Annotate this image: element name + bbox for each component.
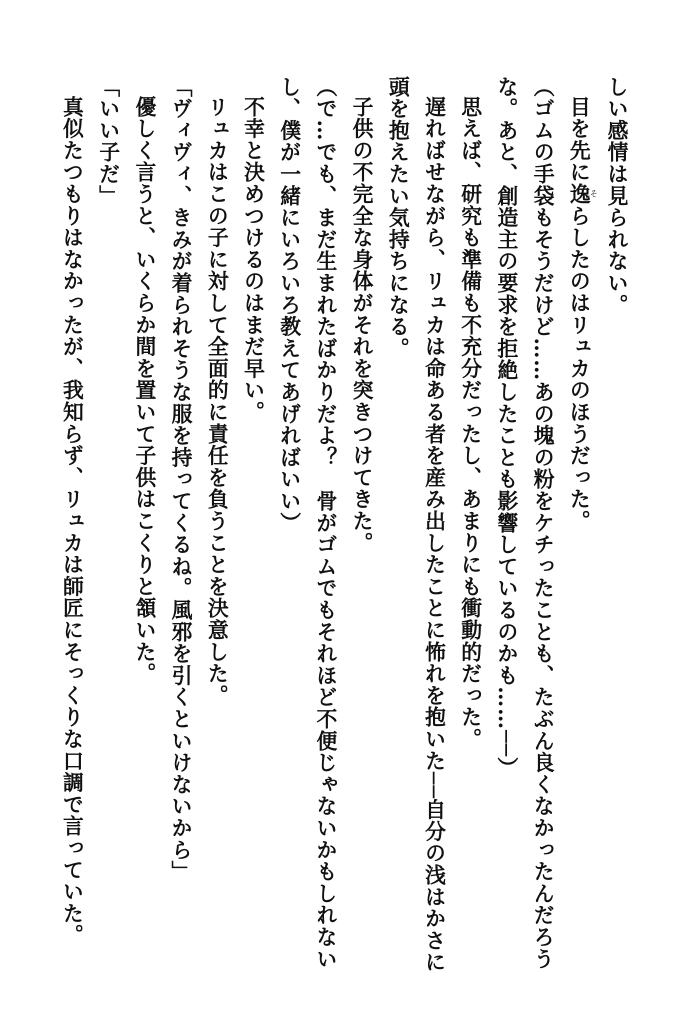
- ruby-annotation: [566, 183, 599, 206]
- text-line: 不幸と決めつけるのはまだ早い。: [240, 96, 266, 423]
- text-line: 思えば、研究も準備も不充分だったし、あまりにも衝動的だった。: [457, 96, 483, 750]
- text-line: 子供の不完全な身体がそれを突きつけてきた。: [349, 96, 375, 554]
- text-line: な。あと、創造主の要求を拒絶したことも影響しているのかも……──）: [493, 76, 519, 779]
- text-segment: 目を先に: [566, 96, 592, 184]
- ruby-base: 逸: [566, 183, 592, 206]
- text-line: 優しく言うと、いくらか間を置いて子供はこくりと頷いた。: [131, 96, 157, 685]
- text-line: （ゴムの手袋もそうだけど……あの塊の粉をケチったことも、たぶん良くなかったんだろう: [530, 76, 556, 970]
- text-line: 頭を抱えたい気持ちになる。: [385, 76, 411, 360]
- text-line: 「いい子だ」: [95, 76, 121, 207]
- text-line: し、僕が一緒にいろいろ教えてあげればいい）: [276, 76, 302, 534]
- text-segment: らしたのはリュカのほうだった。: [566, 205, 592, 533]
- text-line: （で…でも、まだ生まれたばかりだよ？ 骨がゴムでもそれほど不便じゃないかもしれない: [312, 76, 338, 970]
- text-line: [560, 76, 598, 956]
- furigana: そ: [589, 183, 599, 206]
- text-line: しい感情は見られない。: [604, 76, 629, 316]
- text-line: 真似たつもりはなかったが、我知らず、リュカは師匠にそっくりな口調で言っていた。: [59, 96, 85, 947]
- vertical-text-body: [53, 76, 634, 974]
- text-line: 「ヴィヴィ、きみが着られそうな服を持ってくるね。風邪を引くといけないから」: [168, 76, 194, 883]
- text-line: 遅ればせながら、リュカは命ある者を産み出したことに怖れを抱いた──自分の浅はかさに: [421, 96, 447, 974]
- text-line: リュカはこの子に対して全面的に責任を負うことを決意した。: [204, 96, 230, 707]
